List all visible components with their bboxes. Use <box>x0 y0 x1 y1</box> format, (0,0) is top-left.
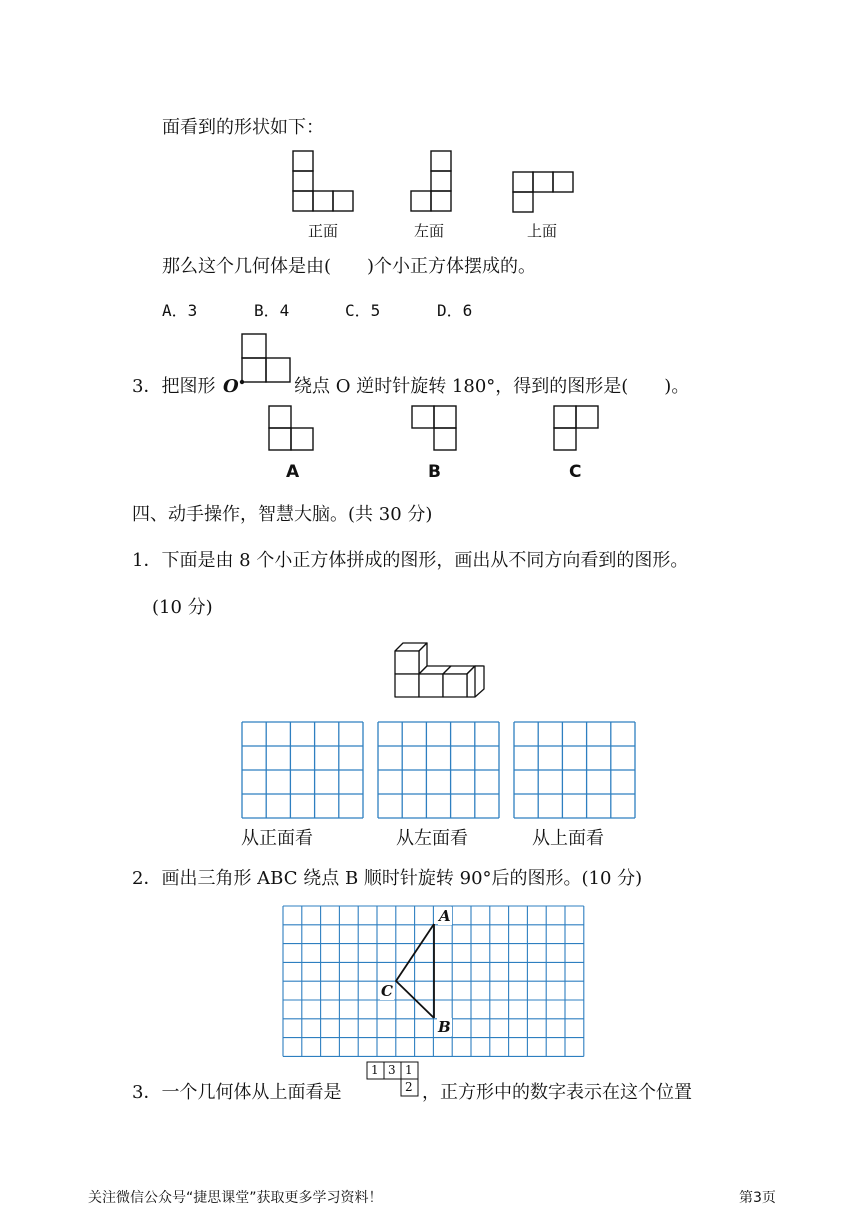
view-label-front: 正面 <box>308 222 339 240</box>
q3-prefix: 3．把图形 <box>132 376 216 397</box>
cube-stack-figure <box>390 636 490 706</box>
q2-option-b: B．4 <box>254 301 290 320</box>
front-view-figure <box>292 150 362 220</box>
q3-option-c-figure <box>553 405 603 455</box>
q3-shape-figure <box>238 332 294 384</box>
q3-option-c-label: C <box>569 462 582 482</box>
q3-option-b-label: B <box>428 462 441 482</box>
origin-point <box>240 380 244 384</box>
problem-1-text: 1．下面是由 8 个小正方体拼成的图形，画出从不同方向看到的图形。 <box>132 550 689 571</box>
grid-left-view[interactable] <box>377 721 501 819</box>
page-number: 第3页 <box>739 1190 776 1206</box>
view-label-top: 上面 <box>527 222 558 240</box>
grid-label-front: 从正面看 <box>241 828 313 849</box>
triangle-label-b: B <box>438 1018 451 1036</box>
triangle-label-a: A <box>439 907 451 925</box>
left-view-figure <box>410 150 460 220</box>
q3-option-a-label: A <box>286 462 300 482</box>
problem-3-prefix: 3．一个几何体从上面看是 <box>132 1082 342 1103</box>
q3-option-b-figure <box>411 405 461 455</box>
grid-front-view[interactable] <box>241 721 365 819</box>
q3-origin-label: O <box>223 376 239 397</box>
number-cell-4: 2 <box>405 1080 413 1094</box>
grid-label-left: 从左面看 <box>396 828 468 849</box>
problem-1-score: (10 分) <box>152 597 213 618</box>
q3-suffix: 绕点 O 逆时针旋转 180°，得到的图形是( )。 <box>294 376 690 397</box>
view-label-left: 左面 <box>414 222 445 240</box>
section-heading: 四、动手操作，智慧大脑。(共 30 分) <box>132 504 433 525</box>
q3-option-a-figure <box>268 405 318 455</box>
grid-label-top: 从上面看 <box>532 828 604 849</box>
footer-promo: 关注微信公众号“捷思课堂”获取更多学习资料！ <box>88 1190 383 1206</box>
number-cell-3: 1 <box>405 1063 413 1077</box>
triangle-grid[interactable] <box>282 905 585 1057</box>
q2-option-a: A．3 <box>162 301 198 320</box>
problem-3-suffix: ，正方形中的数字表示在这个位置 <box>422 1082 692 1103</box>
q2-option-d: D．6 <box>437 301 473 320</box>
grid-top-view[interactable] <box>513 721 637 819</box>
q2-option-c: C．5 <box>345 301 381 320</box>
problem-2-text: 2．画出三角形 ABC 绕点 B 顺时针旋转 90°后的图形。(10 分) <box>132 868 643 889</box>
q2-intro: 面看到的形状如下： <box>162 117 324 138</box>
number-cell-2: 3 <box>388 1063 396 1077</box>
triangle-label-c: C <box>381 982 393 1000</box>
q2-question: 那么这个几何体是由( )个小正方体摆成的。 <box>162 256 537 277</box>
number-cell-1: 1 <box>371 1063 379 1077</box>
top-view-figure <box>512 171 582 221</box>
